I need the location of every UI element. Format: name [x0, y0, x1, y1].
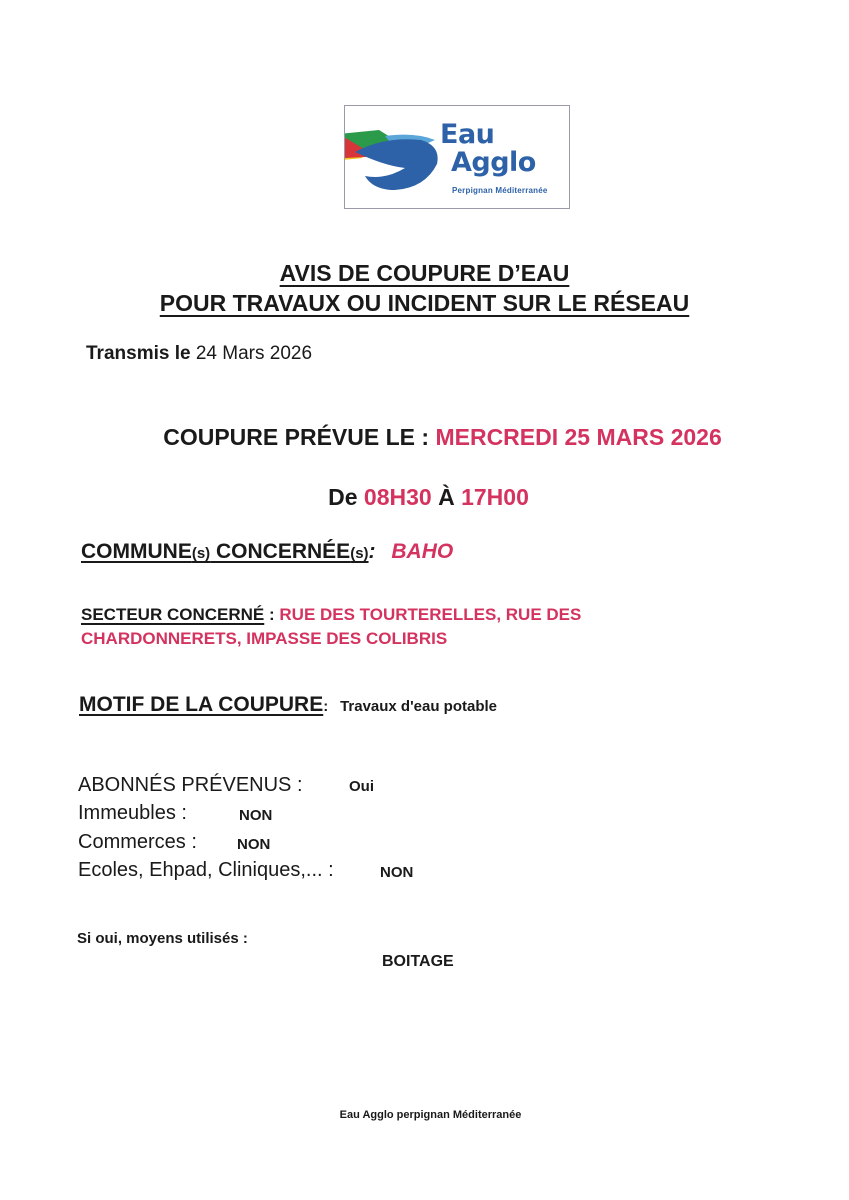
coupure-line: [18, 424, 849, 451]
logo: [344, 105, 570, 209]
secteur-label: SECTEUR CONCERNÉ: [81, 605, 265, 624]
abonnes-row: [78, 774, 303, 797]
immeubles-value: NON: [239, 807, 273, 824]
commune-colon: :: [368, 540, 376, 563]
immeubles-label: Immeubles :: [78, 802, 187, 824]
moyens-label: Si oui, moyens utilisés :: [77, 930, 248, 947]
commune-line: [81, 540, 453, 564]
transmission-label-a: Transmis: [86, 343, 170, 364]
horaire-line: [4, 484, 849, 511]
secteur-block: [81, 603, 721, 651]
commune-label-b: (s): [191, 545, 211, 562]
logo-line2: Agglo: [451, 147, 536, 178]
coupure-date: MERCREDI 25 MARS 2026: [435, 424, 722, 450]
horaire-prefix: De: [328, 484, 358, 510]
title-line-2: POUR TRAVAUX OU INCIDENT SUR LE RÉSEAU: [159, 290, 690, 316]
commerces-row: [78, 831, 197, 854]
motif-value: Travaux d'eau potable: [340, 698, 498, 715]
ecoles-label: Ecoles, Ehpad, Cliniques,... :: [78, 859, 334, 881]
coupure-label: COUPURE PRÉVUE LE :: [163, 424, 430, 450]
horaire-start: 08H30: [363, 484, 432, 510]
moyens-value: BOITAGE: [382, 953, 454, 970]
title-line-1: AVIS DE COUPURE D’EAU: [279, 260, 570, 286]
commune-label-a: COMMUNE: [81, 540, 192, 563]
commerces-value: NON: [237, 836, 271, 853]
immeubles-row: [78, 802, 187, 825]
abonnes-value: Oui: [349, 778, 374, 795]
footer-text: Eau Agglo perpignan Méditerranée: [339, 1109, 522, 1121]
transmission-label-b: le: [174, 343, 191, 364]
transmission-line: [86, 343, 312, 365]
logo-tagline: Perpignan Méditerranée: [452, 186, 548, 195]
abonnes-label: ABONNÉS PRÉVENUS :: [78, 774, 303, 796]
ecoles-row: [78, 859, 334, 882]
motif-colon: :: [323, 698, 329, 715]
motif-line: [79, 693, 497, 717]
secteur-colon: :: [268, 605, 275, 624]
secteur-value-line1: RUE DES TOURTERELLES, RUE DES: [279, 605, 582, 624]
commune-value: BAHO: [391, 540, 454, 563]
logo-line1: Eau: [440, 119, 495, 150]
commune-label-c: CONCERNÉE: [210, 540, 351, 563]
ecoles-value: NON: [380, 864, 414, 881]
commerces-label: Commerces :: [78, 831, 197, 853]
horaire-separator: À: [438, 484, 455, 510]
horaire-end: 17H00: [461, 484, 529, 510]
transmission-date: 24 Mars 2026: [195, 343, 313, 364]
secteur-value-line2: CHARDONNERETS, IMPASSE DES COLIBRIS: [81, 629, 448, 648]
commune-label-d: (s): [350, 545, 369, 562]
commune-label: [81, 540, 369, 563]
motif-label: MOTIF DE LA COUPURE: [79, 693, 324, 716]
